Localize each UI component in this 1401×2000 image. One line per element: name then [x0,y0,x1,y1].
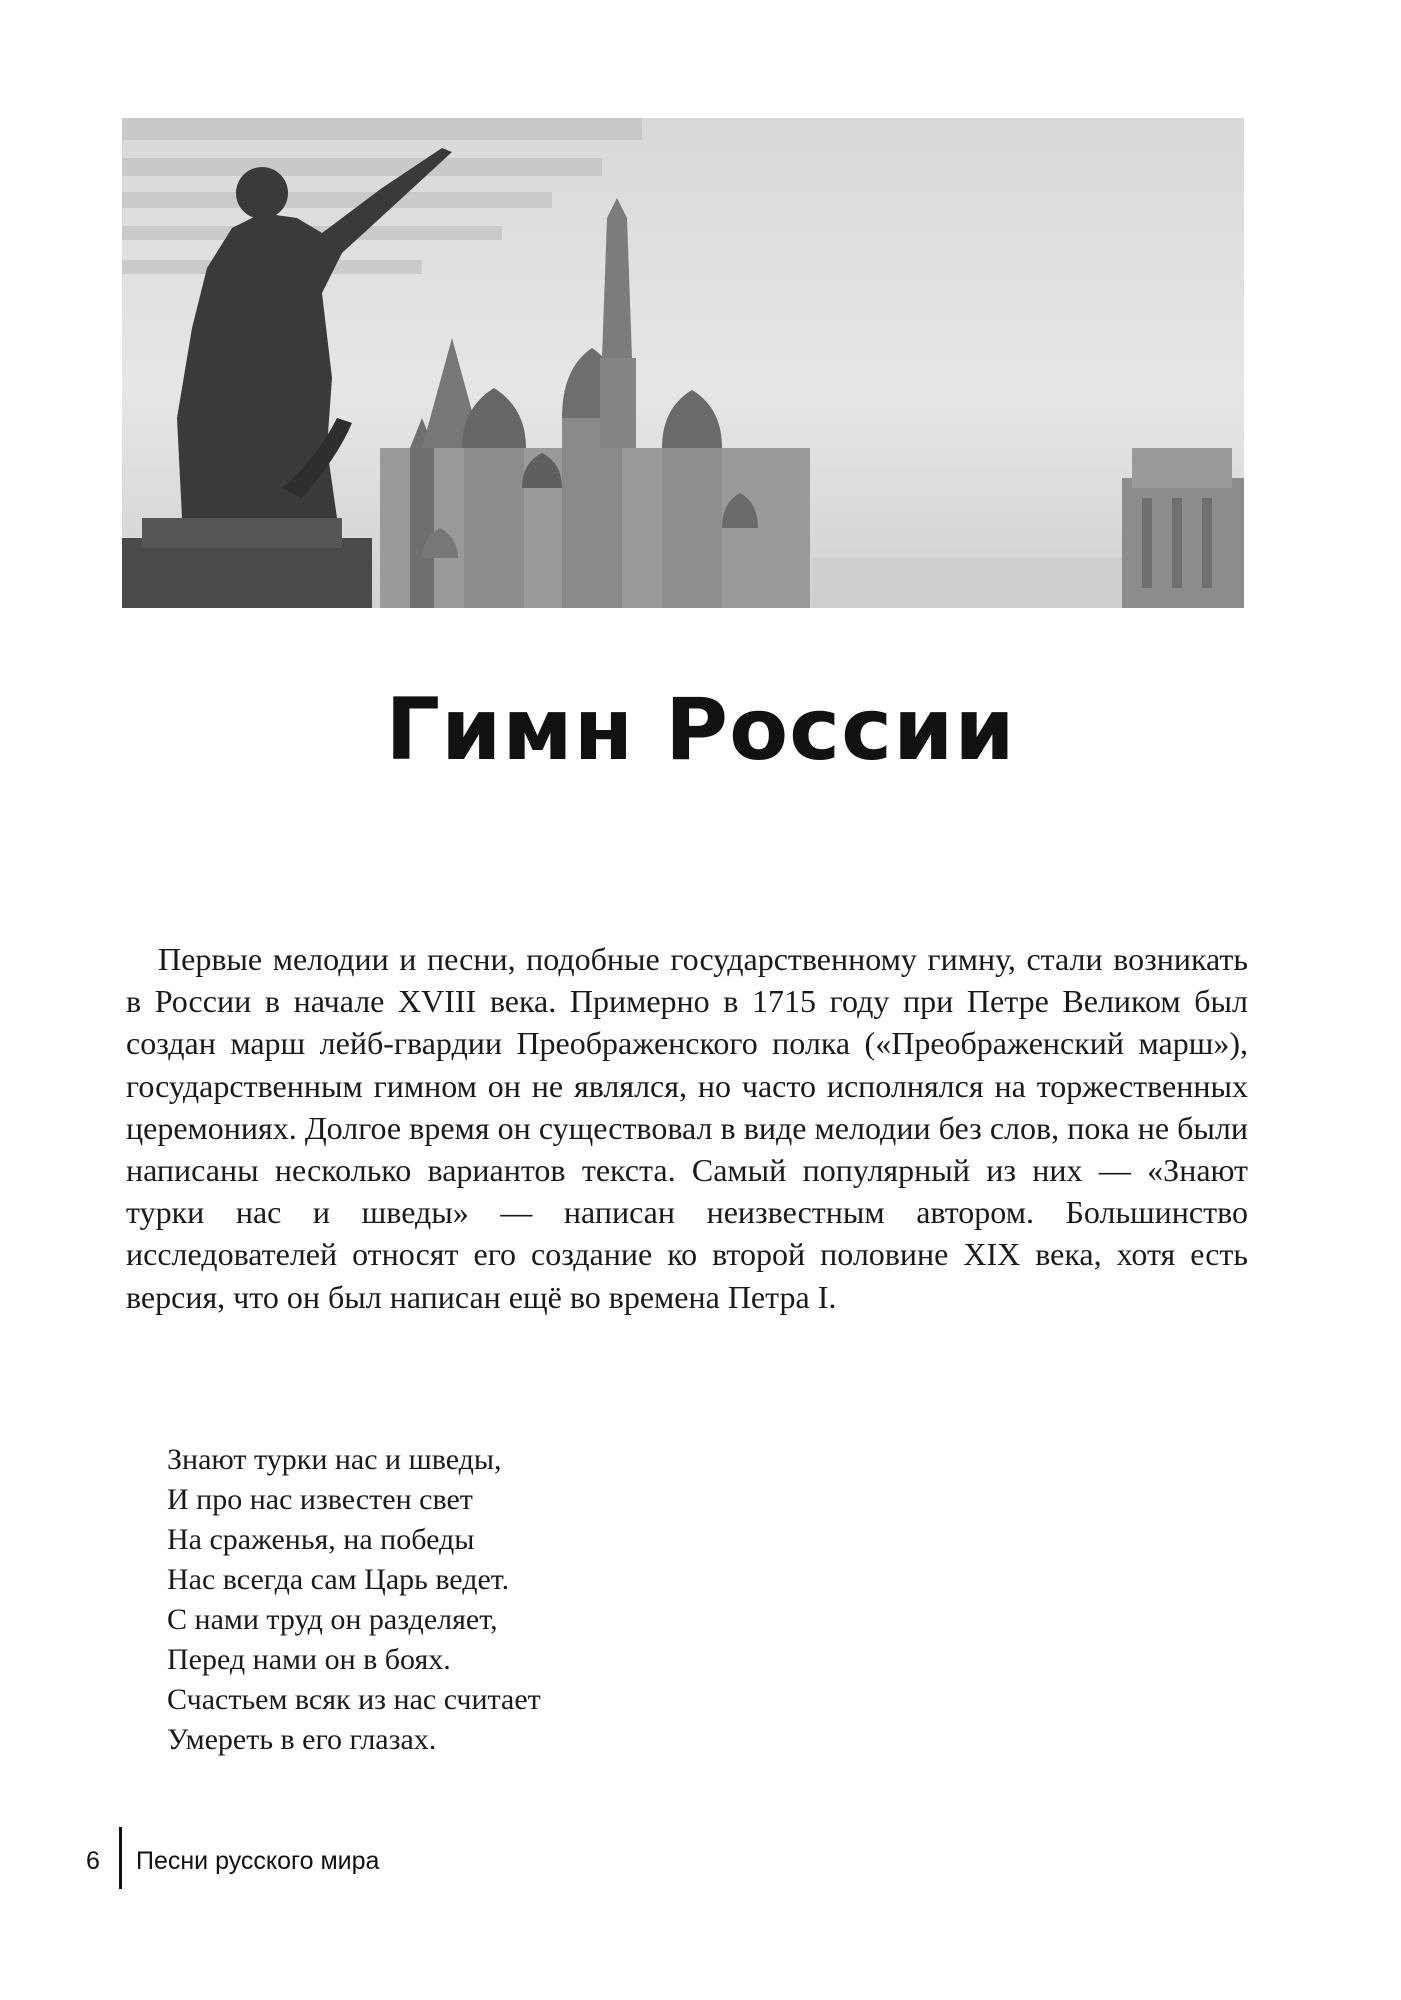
verse-line: Нас всегда сам Царь ведет. [167,1563,510,1596]
verse-line: На сраженья, на победы [167,1523,475,1556]
distant-building [1122,448,1244,608]
page-number: 6 [86,1847,100,1875]
verse-line: Знают турки нас и шведы, [167,1443,502,1476]
page-title: Гимн России [385,680,1016,780]
verse-line: С нами труд он разделяет, [167,1603,498,1636]
verse-line: Умереть в его глазах. [167,1723,437,1756]
body-paragraph [126,938,1248,1318]
footer-divider [119,1827,122,1889]
verse-line: Перед нами он в боях. [167,1643,451,1676]
verse-block [167,1440,541,1760]
verse-line: И про нас известен свет [167,1483,473,1516]
body-paragraph-text: Первые мелодии и песни, подобные государственному гимну, стали возникать в России в начале XVIII века. Примерно в 1715 году при Петре Великом был создан марш лейб-гвардии Преображенского полка («Преображенский марш»), государственным гимном он не являлся, но часто исполнялся на торжественных церемониях. Долгое время он существовал в виде мелодии без слов, пока не были написаны несколько вариантов текста. Самый популярный из них — «Знают турки нас и шведы» — написан неизвестным автором. Большинство исследователей относят его создание ко второй половине XIX века, хотя есть версия, что он был написан ещё во времена Петра I. [126,941,1248,1315]
verse-line: Счастьем всяк из нас считает [167,1683,541,1716]
running-title: Песни русского мира [136,1847,380,1875]
header-photo-red-square [122,118,1244,608]
